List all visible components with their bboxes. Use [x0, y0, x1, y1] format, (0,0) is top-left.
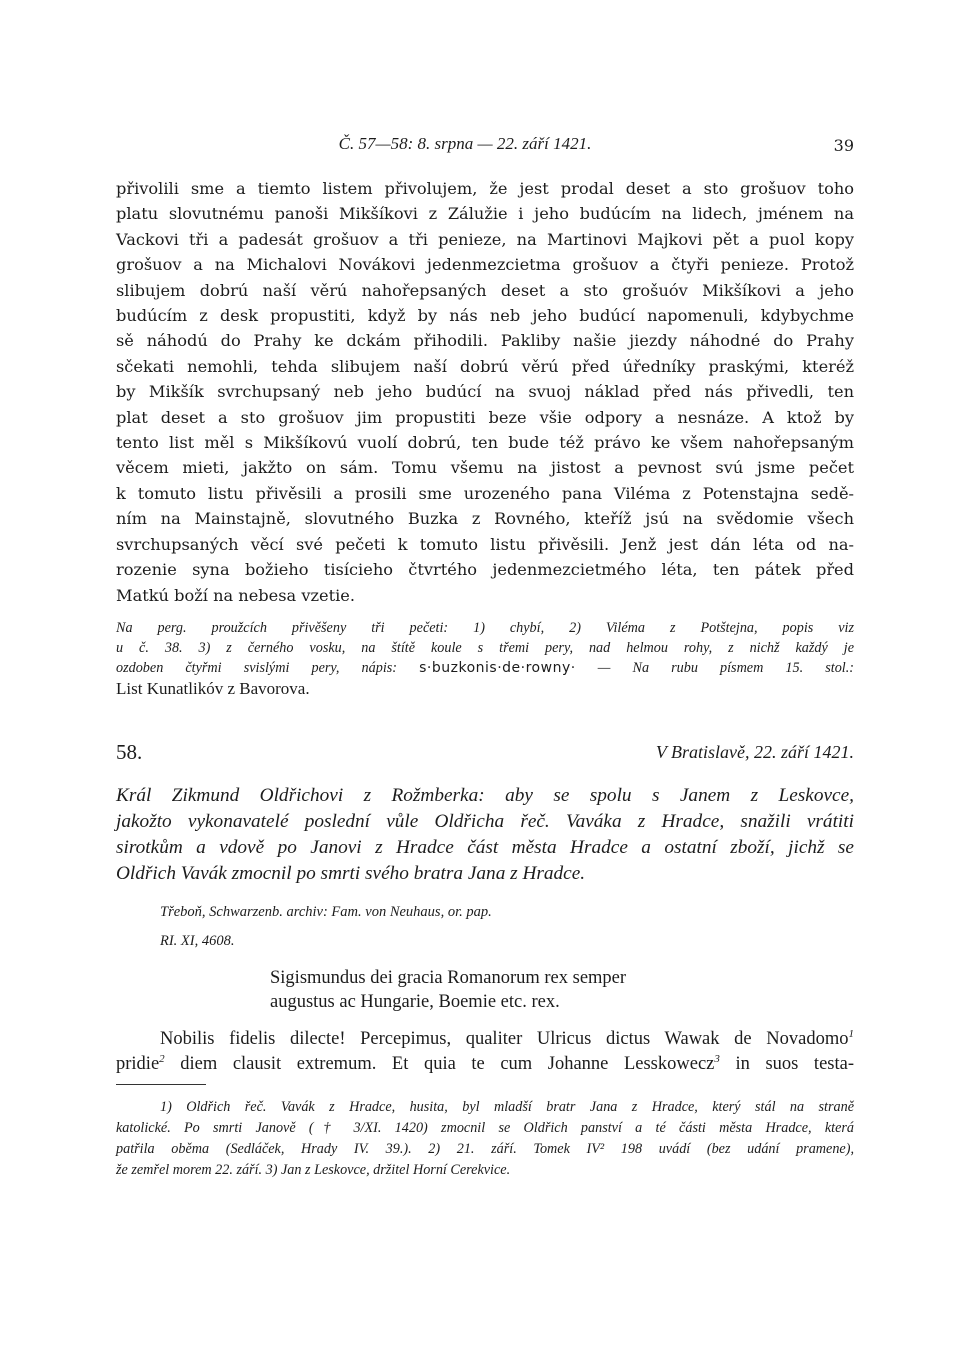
intitulatio-line: augustus ac Hungarie, Boemie etc. rex. [270, 992, 560, 1012]
document-place-date: V Bratislavě, 22. září 1421. [655, 742, 854, 762]
running-head: Č. 57—58: 8. srpna — 22. září 1421. [338, 134, 592, 153]
text-line: by Mikšík svrchupsaný neb jeho budúcí na svuoj náklad před nás přivedli, ten [116, 382, 854, 402]
regest [116, 783, 854, 887]
seal-note-text: — Na rubu písmem 15. stol.: [597, 660, 855, 676]
regest-line: jakožto vykonavatelé poslední vůle Oldřicha řeč. Vaváka z Hradce, snažili vrátiti [116, 811, 854, 832]
intitulatio [270, 966, 626, 1014]
footnote-line: patřila oběma (Sedláček, Hrady IV. 39.). 2) 21. září. Tomek IV² 198 uvádí (bez udání pramene), [116, 1141, 854, 1157]
seal-note-line: u č. 38. 3) z černého vosku, na štítě koule s třemi pery, nad helmou rohy, z nichž každý je [116, 640, 854, 656]
latin-text-fragment: pridie [116, 1054, 160, 1074]
footnote-ref: 3 [714, 1052, 720, 1065]
text-line: budúcím z desk propustiti, když by nás neb jeho budúcí napomenuli, kdybychme [116, 306, 854, 326]
text-line: ním na Mainstajně, slovutného Buzka z Rovného, kteříž jsú na svědomie všech [116, 509, 854, 529]
regest-line: sirotkům a vdově po Janovi z Hradce část města Hradce a ostatní zboží, jichž se [116, 837, 854, 858]
text-line: plat deset a sto grošuov jim propustiti beze všie odpory a nesnáze. A ktož by [116, 407, 854, 427]
text-line: Matkú boží na nebesa vzetie. [116, 585, 356, 605]
text-line: tento list měl s Mikšíkovú vuolí dobrú, ten bude též právo ke všem nahořepsaným [116, 433, 854, 453]
regest-line: Oldřich Vavák zmocnil po smrti svého bratra Jana z Hradce. [116, 863, 586, 884]
footnote-line: 1) Oldřich řeč. Vavák z Hradce, husita, byl mladší bratr Jana z Hradce, který stál na straně [160, 1099, 854, 1115]
regest-line: Král Zikmund Oldřichovi z Rožmberka: aby se spolu s Janem z Leskovce, [116, 785, 854, 806]
regesta-imperii-reference: RI. XI, 4608. [160, 933, 235, 949]
text-line: věcem mieti, jakžto on sám. Tomu všemu na jistost a pevnost svú jsme pečet [116, 458, 854, 478]
latin-text [116, 1027, 854, 1077]
page-number: 39 [833, 136, 854, 155]
footnote-line: katolické. Po smrti Janově († 3/XI. 1420) zmocnil se Oldřich panství a té části města Hradce, která [116, 1120, 854, 1136]
page-header [0, 134, 960, 158]
footnote-ref: 2 [159, 1052, 165, 1065]
text-line: Vackovi tři a padesát grošuov a tři penieze, na Martinovi Majkovi pět a puol kopy [116, 229, 854, 249]
latin-text-fragment: in suos testa- [719, 1054, 854, 1074]
endorsement: List Kunatlikóv z Bavorova. [116, 679, 310, 698]
latin-line [116, 1052, 854, 1077]
text-line: svrchupsaných věcí své pečeti k tomuto listu přivěsili. Jenž jest dán léta od na- [116, 534, 854, 554]
text-line: rozenie syna božieho tisícieho čtvrtého jedenmezcietmého léta, ten pátek před [116, 560, 854, 580]
footnote-ref: 1 [848, 1027, 854, 1040]
seal-note-line: Na perg. proužcích přivěšeny tři pečeti: 1) chybí, 2) Viléma z Potštejna, popis viz [116, 620, 854, 636]
latin-text-fragment: diem clausit extremum. Et quia te cum Johanne Lesskowecz [164, 1054, 715, 1074]
text-line: sčekati nemohli, tehda slibujem naší dobrú věrú před úředníky praskými, kteréž [116, 356, 854, 376]
intitulatio-line: Sigismundus dei gracia Romanorum rex semper [270, 968, 627, 988]
archive-reference: Třeboň, Schwarzenb. archiv: Fam. von Neuhaus, or. pap. [160, 904, 492, 920]
document-number: 58. [116, 740, 143, 764]
seal-note [116, 618, 854, 678]
text-line: přivolili sme a tiemto listem přivolujem, že jest prodal deset a sto grošuov toho [116, 179, 854, 198]
text-line: slibujem dobrú naší věrú nahořepsaných deset a sto grošuóv Mikšíkovi a jeho [116, 280, 854, 300]
latin-line [116, 1027, 854, 1052]
seal-legend: s·buzkonis·de·rowny· [419, 660, 576, 676]
footnotes [116, 1097, 854, 1181]
text-line: platu slovutnému panoši Mikšíkovi z Zálužie i jeho budúcím na lidech, jménem na [116, 204, 854, 224]
seal-note-text: ozdoben čtyřmi svislými pery, nápis: [116, 660, 398, 676]
footnote-line: že zemřel morem 22. září. 3) Jan z Leskovce, držitel Horní Cerekvice. [116, 1162, 511, 1178]
seal-note-line [116, 658, 854, 678]
text-line: k tomuto listu přivěsili a prosili sme urozeného pana Viléma z Potenstajna sedě- [116, 483, 854, 503]
text-line: grošuov a na Michalovi Novákovi jedenmezcietma grošuov a čtyři penieze. Protož [116, 255, 854, 275]
footnote-separator [116, 1084, 206, 1085]
text-line: sě náhodú do Prahy ke dckám přihodili. Pakliby našie jiezdy náhodné do Prahy [116, 331, 854, 351]
charter-text-continued [116, 176, 854, 608]
latin-text-fragment: Nobilis fidelis dilecte! Percepimus, qualiter Ulricus dictus Wawak de Novadomo [160, 1029, 849, 1049]
